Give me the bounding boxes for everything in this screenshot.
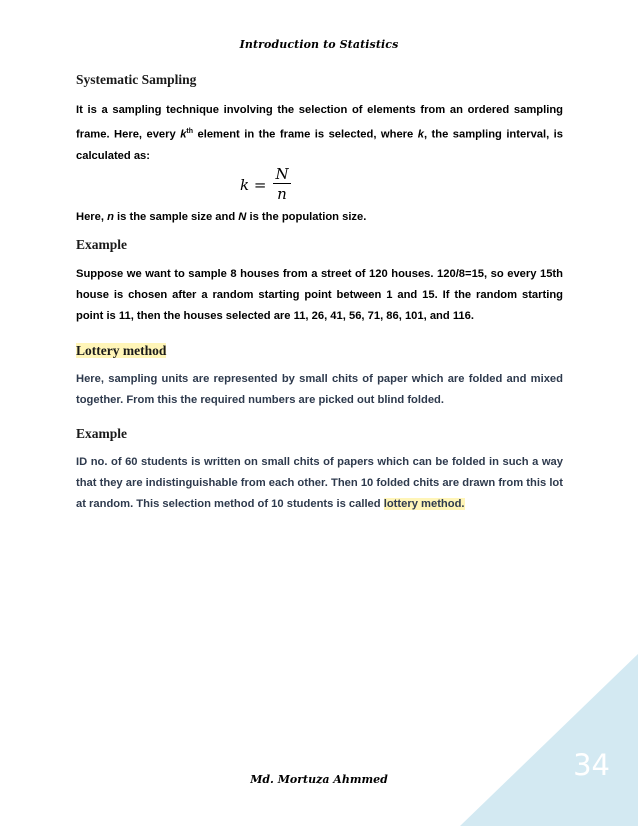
running-footer: Md. Mortuza Ahmmed: [250, 773, 388, 786]
example-1-text: Suppose we want to sample 8 houses from a street of 120 houses. 120/8=15, so every 15th house is chosen after a random starting point between 1 and 15. If the random starting point is 11, then the houses selected are 11, 26, 41, 56, 71, 86, 101, and 116.: [76, 268, 563, 322]
heading-example-2: Example: [76, 426, 128, 441]
heading-systematic-sampling: Systematic Sampling: [76, 72, 197, 87]
heading-lottery-method: [76, 343, 166, 359]
lottery-text: Here, sampling units are represented by small chits of paper which are folded and mixed together. From this the required numbers are picked out blind folded.: [76, 373, 563, 406]
corner-decoration: [460, 654, 638, 826]
denominator: n: [277, 185, 287, 203]
formula-definitions: [76, 207, 563, 228]
corner-triangle: [460, 654, 638, 826]
sampling-interval-formula: [240, 165, 292, 204]
superscript-th: th: [186, 128, 194, 135]
formula-lhs: k =: [240, 175, 267, 194]
running-header: Introduction to Statistics: [239, 38, 399, 51]
highlighted-term: lottery method.: [383, 498, 465, 510]
var-N: N: [238, 211, 247, 223]
text-run: is the population size.: [246, 211, 367, 223]
text-run: is the sample size and: [113, 211, 239, 223]
fraction: [272, 165, 291, 204]
text-run: ID no. of 60 students is written on small chits of papers which can be folded in such a way that they are indistinguishable from each other. Then 10 folded chits are drawn from this lot at random. This selection method of 10 students is called: [76, 456, 563, 510]
heading-lottery-text: Lottery method: [76, 343, 167, 358]
var-k: k: [417, 128, 424, 141]
text-run: It is a sampling technique involving the selection of elements from an ordered sampling frame. Here, every: [76, 104, 563, 141]
systematic-definition: [76, 100, 563, 167]
text-run: element in the frame is selected, where: [193, 128, 418, 141]
example-2-text: [76, 452, 563, 515]
heading-example-1: Example: [76, 237, 128, 252]
text-run: Here,: [76, 211, 108, 223]
var-k: k: [180, 128, 187, 141]
var-n: n: [107, 211, 114, 223]
numerator: N: [275, 165, 289, 183]
text-run: , the sampling interval, is calculated as:: [76, 128, 564, 162]
page-number: 34: [573, 748, 610, 782]
